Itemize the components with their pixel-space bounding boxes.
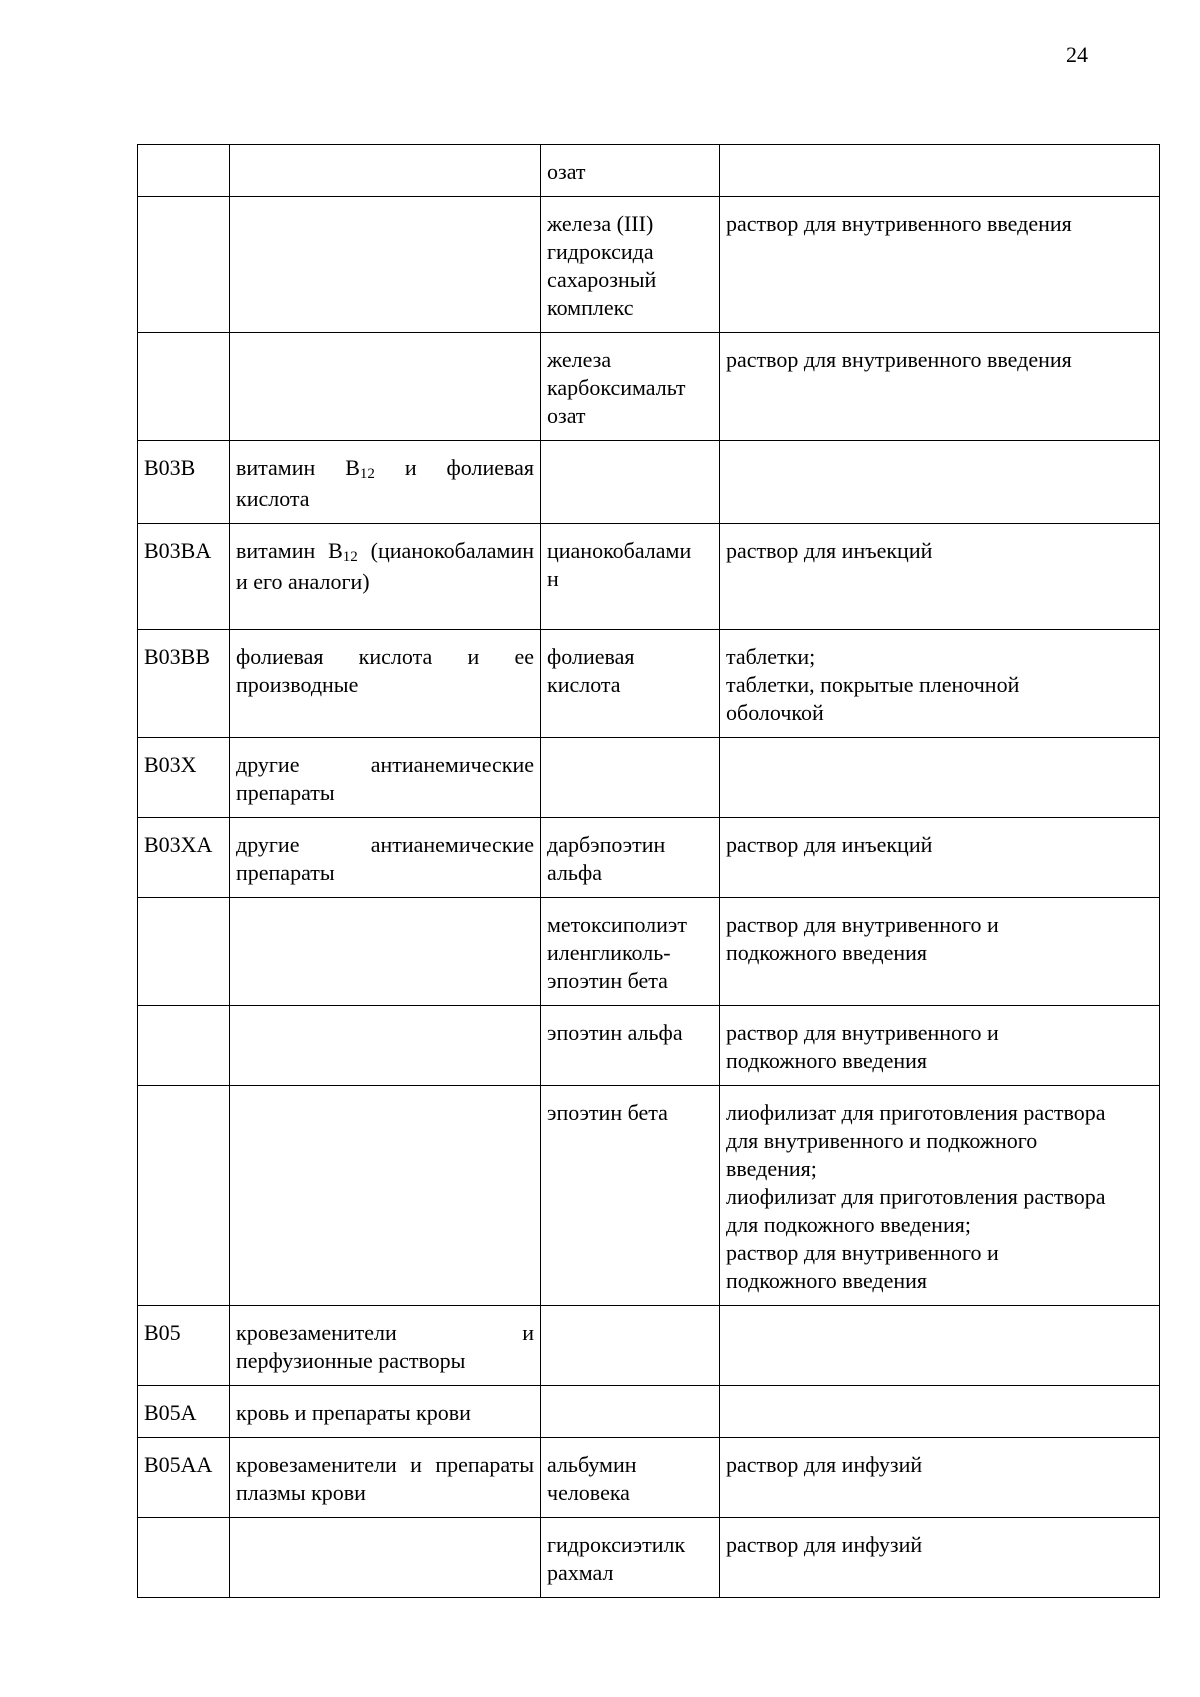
table-row: [138, 1086, 1160, 1306]
table-row: [138, 1386, 1160, 1438]
drug-cell: дарбэпоэтин альфа: [541, 818, 720, 898]
form-cell: раствор для инъекций: [720, 524, 1160, 630]
form-cell: [720, 145, 1160, 197]
atc-code-cell: B03X: [138, 738, 230, 818]
drug-cell: эпоэтин бета: [541, 1086, 720, 1306]
group-text: витамин B: [236, 538, 343, 563]
form-cell: [720, 441, 1160, 524]
table-row: [138, 145, 1160, 197]
drug-cell: гидроксиэтилк рахмал: [541, 1518, 720, 1598]
table-row: [138, 441, 1160, 524]
atc-code-cell: B05A: [138, 1386, 230, 1438]
form-cell: раствор для внутривенного введения: [720, 197, 1160, 333]
atc-code-cell: B03XA: [138, 818, 230, 898]
atc-code-cell: [138, 145, 230, 197]
atc-code-cell: [138, 1086, 230, 1306]
group-cell: [230, 1086, 541, 1306]
atc-code-cell: B05: [138, 1306, 230, 1386]
group-cell: [230, 197, 541, 333]
form-cell: [720, 1386, 1160, 1438]
table-row: [138, 630, 1160, 738]
group-cell: другие антианемические препараты: [230, 818, 541, 898]
atc-code-cell: B05AA: [138, 1438, 230, 1518]
drug-cell: [541, 1306, 720, 1386]
group-cell: кровезаменители и перфузионные растворы: [230, 1306, 541, 1386]
form-cell: таблетки; таблетки, покрытые пленочной оболочкой: [720, 630, 1160, 738]
drug-cell: железа (III) гидроксида сахарозный комплекс: [541, 197, 720, 333]
table-row: [138, 524, 1160, 630]
atc-code-cell: [138, 333, 230, 441]
group-cell: [230, 333, 541, 441]
group-cell: [230, 145, 541, 197]
group-cell: [230, 441, 541, 524]
atc-code-cell: [138, 1006, 230, 1086]
form-cell: раствор для внутривенного и подкожного введения: [720, 1006, 1160, 1086]
group-cell: другие антианемические препараты: [230, 738, 541, 818]
table-row: [138, 333, 1160, 441]
table-row: [138, 1006, 1160, 1086]
subscript-12: 12: [342, 549, 358, 565]
drug-table: [137, 144, 1160, 1598]
atc-code-cell: [138, 197, 230, 333]
form-cell: лиофилизат для приготовления раствора для внутривенного и подкожного введения; лиофилизат для приготовления раствора для подкожного введения; раствор для внутривенного и подкожного введения: [720, 1086, 1160, 1306]
table-row: [138, 1438, 1160, 1518]
group-cell: [230, 1006, 541, 1086]
drug-cell: [541, 738, 720, 818]
drug-cell: [541, 441, 720, 524]
group-text: (цианокобаламин и его аналоги): [236, 538, 534, 594]
form-cell: [720, 1306, 1160, 1386]
group-cell: [230, 898, 541, 1006]
atc-code-cell: B03BB: [138, 630, 230, 738]
form-cell: раствор для инъекций: [720, 818, 1160, 898]
table-row: [138, 197, 1160, 333]
table-row: [138, 818, 1160, 898]
subscript-12: 12: [359, 466, 375, 482]
drug-cell: [541, 1386, 720, 1438]
atc-code-cell: B03BA: [138, 524, 230, 630]
group-cell: [230, 524, 541, 630]
page-number: 24: [1066, 42, 1088, 67]
table-row: [138, 1306, 1160, 1386]
drug-cell: эпоэтин альфа: [541, 1006, 720, 1086]
form-cell: раствор для инфузий: [720, 1438, 1160, 1518]
form-cell: [720, 738, 1160, 818]
form-cell: раствор для внутривенного введения: [720, 333, 1160, 441]
group-cell: кровь и препараты крови: [230, 1386, 541, 1438]
group-cell: [230, 1518, 541, 1598]
atc-code-cell: [138, 1518, 230, 1598]
group-cell: кровезаменители и препараты плазмы крови: [230, 1438, 541, 1518]
drug-cell: метоксиполиэт иленгликоль- эпоэтин бета: [541, 898, 720, 1006]
atc-code-cell: [138, 898, 230, 1006]
group-text: и фолиевая кислота: [236, 455, 534, 511]
drug-cell: озат: [541, 145, 720, 197]
form-cell: раствор для внутривенного и подкожного введения: [720, 898, 1160, 1006]
group-text: витамин B: [236, 455, 360, 480]
drug-cell: альбумин человека: [541, 1438, 720, 1518]
form-cell: раствор для инфузий: [720, 1518, 1160, 1598]
table-row: [138, 898, 1160, 1006]
drug-cell: железа карбоксимальт озат: [541, 333, 720, 441]
group-cell: фолиевая кислота и ее производные: [230, 630, 541, 738]
table-row: [138, 1518, 1160, 1598]
drug-cell: фолиевая кислота: [541, 630, 720, 738]
atc-code-cell: B03B: [138, 441, 230, 524]
table-row: [138, 738, 1160, 818]
drug-cell: цианокобалами н: [541, 524, 720, 630]
